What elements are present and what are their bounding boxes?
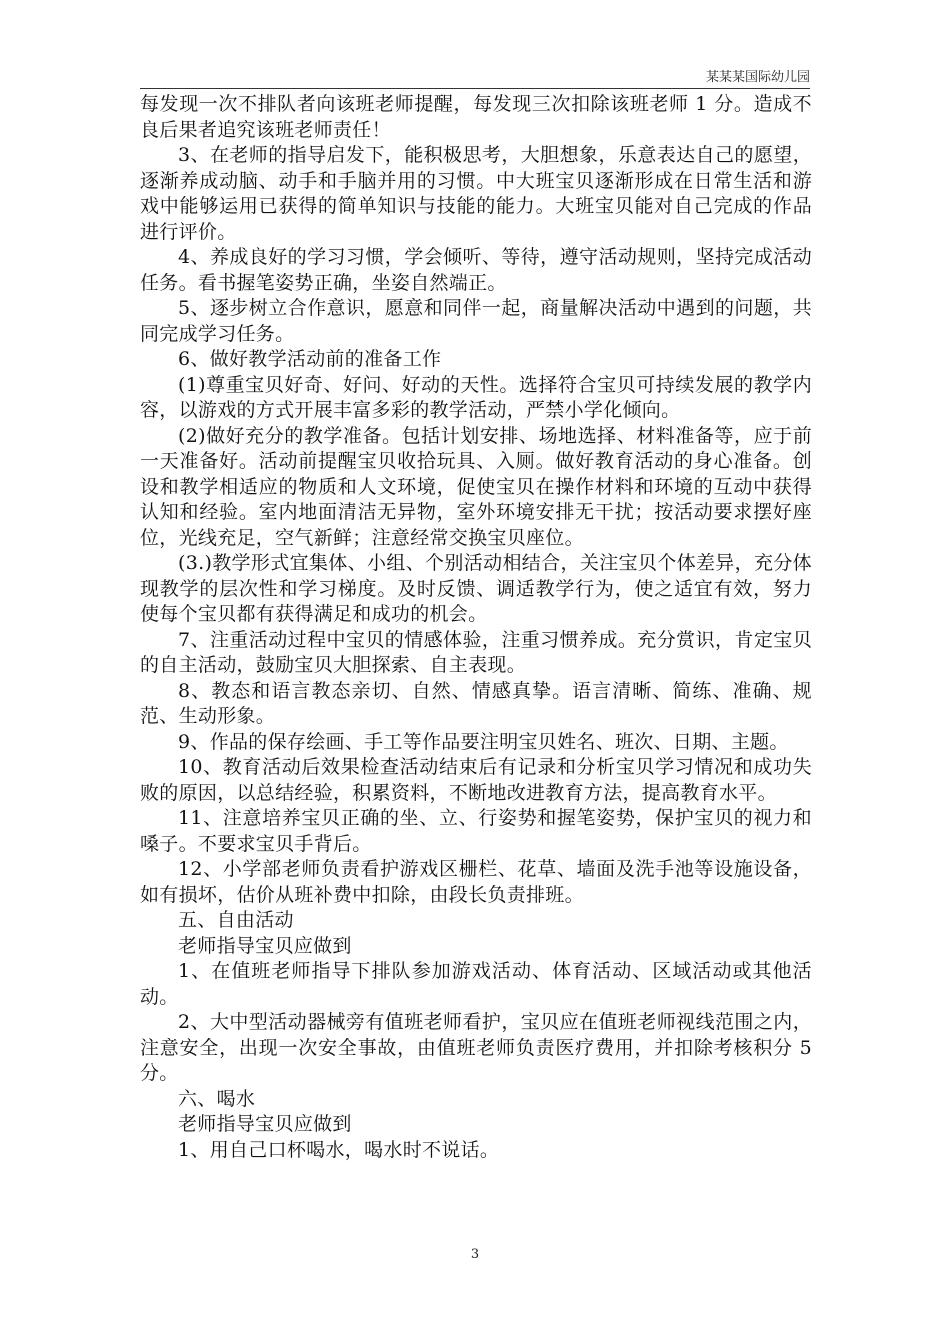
body-paragraph: 5、逐步树立合作意识，愿意和同伴一起，商量解决活动中遇到的问题，共同完成学习任务。 xyxy=(140,297,812,345)
body-paragraph: 11、注意培养宝贝正确的坐、立、行姿势和握笔姿势，保护宝贝的视力和嗓子。不要求宝贝手背后。 xyxy=(140,807,812,855)
body-paragraph: 9、作品的保存绘画、手工等作品要注明宝贝姓名、班次、日期、主题。 xyxy=(178,730,789,753)
body-paragraph: (1)尊重宝贝好奇、好问、好动的天性。选择符合宝贝可持续发展的教学内容，以游戏的方式开展丰富多彩的教学活动，严禁小学化倾向。 xyxy=(140,373,812,421)
body-paragraph: 12、小学部老师负责看护游戏区栅栏、花草、墙面及洗手池等设施设备，如有损坏，估价从班补费中扣除，由段长负责排班。 xyxy=(140,858,812,906)
body-paragraph: 1、用自己口杯喝水，喝水时不说话。 xyxy=(178,1138,500,1161)
body-paragraph: (3.)教学形式宜集体、小组、个别活动相结合，关注宝贝个体差异，充分体现教学的层次性和学习梯度。及时反馈、调适教学行为，使之适宜有效，努力使每个宝贝都有获得满足和成功的机会。 xyxy=(140,552,812,625)
body-paragraph: 8、教态和语言教态亲切、自然、情感真挚。语言清晰、简练、准确、规范、生动形象。 xyxy=(140,679,812,727)
body-paragraph: 六、喝水 xyxy=(178,1087,256,1110)
body-paragraph: 10、教育活动后效果检查活动结束后有记录和分析宝贝学习情况和成功失败的原因，以总结经验，积累资料，不断地改进教育方法，提高教育水平。 xyxy=(140,756,812,804)
document-body xyxy=(140,92,812,1163)
body-paragraph: 老师指导宝贝应做到 xyxy=(178,934,352,957)
body-paragraph: 2、大中型活动器械旁有值班老师看护，宝贝应在值班老师视线范围之内，注意安全，出现一次安全事故，由值班老师负责医疗费用，并扣除考核积分 5 分。 xyxy=(140,1011,812,1084)
header-divider xyxy=(140,88,810,89)
page-number: 3 xyxy=(470,1247,480,1262)
body-paragraph: 6、做好教学活动前的准备工作 xyxy=(178,348,442,370)
body-paragraph: 7、注重活动过程中宝贝的情感体验，注重习惯养成。充分赏识，肯定宝贝的自主活动，鼓励宝贝大胆探索、自主表现。 xyxy=(140,628,812,676)
page-header-org-name: 某某某国际幼儿园 xyxy=(705,70,810,85)
body-paragraph: 五、自由活动 xyxy=(178,909,294,931)
body-paragraph: (2)做好充分的教学准备。包括计划安排、场地选择、材料准备等，应于前一天准备好。活动前提醒宝贝收拾玩具、入厕。做好教育活动的身心准备。创设和教学相适应的物质和人文环境，促使宝贝在操作材料和环境的互动中获得认知和经验。室内地面清洁无异物，室外环境安排无干扰；按活动要求摆好座位，光线充足，空气新鲜；注意经常交换宝贝座位。 xyxy=(140,424,812,549)
body-paragraph: 3、在老师的指导启发下，能积极思考，大胆想象，乐意表达自己的愿望，逐渐养成动脑、动手和手脑并用的习惯。中大班宝贝逐渐形成在日常生活和游戏中能够运用已获得的简单知识与技能的能力。大班宝贝能对自己完成的作品进行评价。 xyxy=(140,144,812,243)
body-paragraph: 老师指导宝贝应做到 xyxy=(178,1113,352,1135)
body-paragraph: 每发现一次不排队者向该班老师提醒，每发现三次扣除该班老师 1 分。造成不良后果者追究该班老师责任！ xyxy=(140,93,812,141)
body-paragraph: 4、养成良好的学习习惯，学会倾听、等待，遵守活动规则，坚持完成活动任务。看书握笔姿势正确，坐姿自然端正。 xyxy=(140,246,812,294)
body-paragraph: 1、在值班老师指导下排队参加游戏活动、体育活动、区域活动或其他活动。 xyxy=(140,960,812,1008)
